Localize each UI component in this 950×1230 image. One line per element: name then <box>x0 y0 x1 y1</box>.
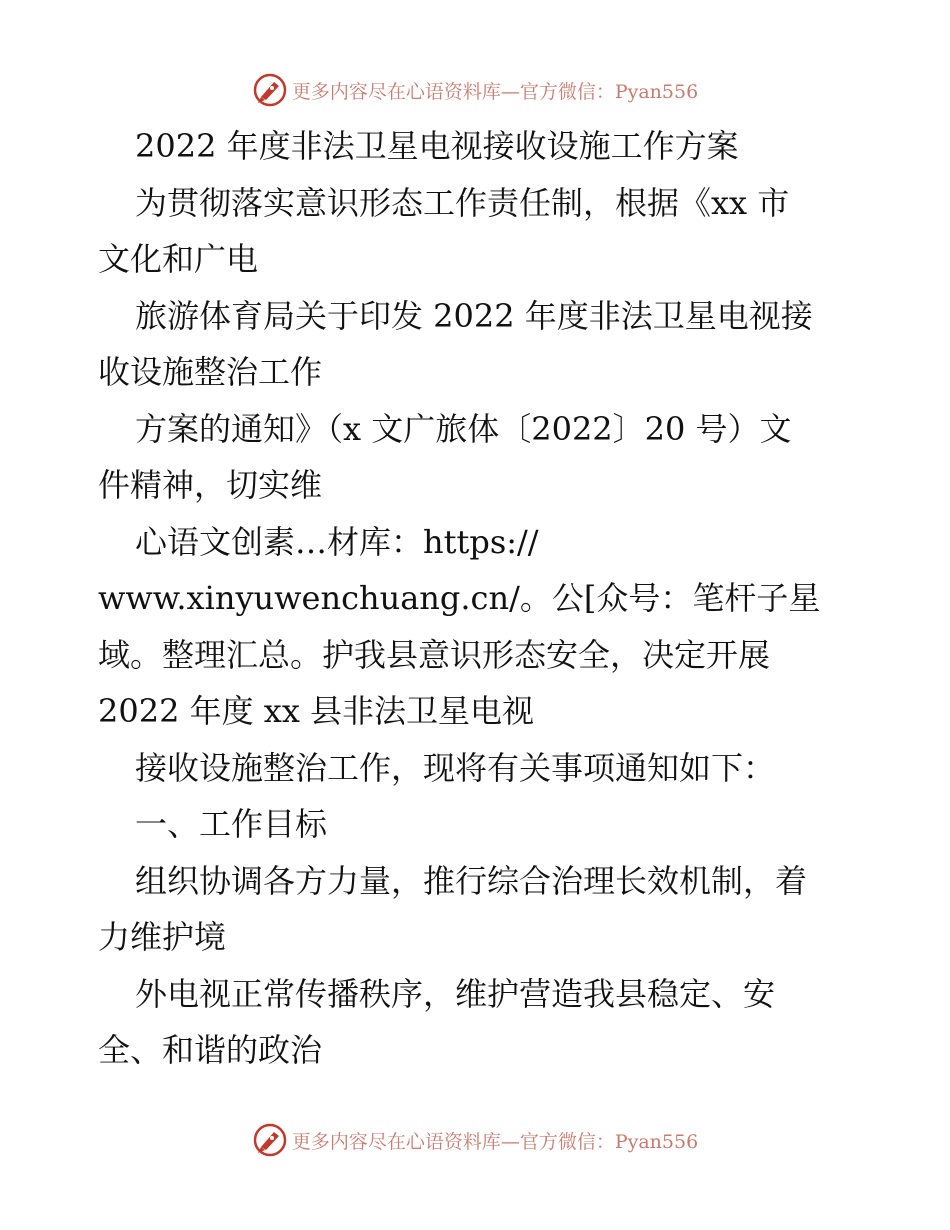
text-line: 全、和谐的政治 <box>98 1031 323 1069</box>
section-heading: 一、工作目标 <box>135 805 328 843</box>
text-line: 力维护境 <box>98 918 227 956</box>
text-line: 外电视正常传播秩序，维护营造我县稳定、安 <box>135 974 776 1013</box>
text-line: 为贯彻落实意识形态工作责任制，根据《xx 市 <box>135 183 790 222</box>
text-line: 方案的通知》（x 文广旅体〔2022〕20 号）文 <box>135 409 792 448</box>
text-line: 件精神，切实维 <box>98 466 323 504</box>
text-line: 收设施整治工作 <box>98 353 323 391</box>
text-line: www.xinyuwenchuang.cn/。公[众号：笔杆子星 <box>98 579 821 617</box>
text-line: 旅游体育局关于印发 2022 年度非法卫星电视接 <box>135 296 813 335</box>
text-line: 2022 年度 xx 县非法卫星电视 <box>98 692 535 730</box>
banner-text: 更多内容尽在心语资料库—官方微信：Pyan556 <box>291 1130 699 1153</box>
header-banner <box>0 70 950 110</box>
pen-nib-logo-icon <box>252 72 288 108</box>
text-line: 域。整理汇总。护我县意识形态安全，决定开展 <box>98 635 771 674</box>
text-line: 文化和广电 <box>98 240 259 278</box>
document-title: 2022 年度非法卫星电视接收设施工作方案 <box>135 127 739 165</box>
text-line: 接收设施整治工作，现将有关事项通知如下： <box>135 748 776 787</box>
text-line: 心语文创素…材库：https:// <box>135 522 539 561</box>
text-line: 组织协调各方力量，推行综合治理长效机制，着 <box>135 861 808 900</box>
document-body <box>98 118 858 1079</box>
banner-text: 更多内容尽在心语资料库—官方微信：Pyan556 <box>291 80 699 103</box>
pen-nib-logo-icon <box>252 1122 288 1158</box>
footer-banner <box>0 1120 950 1160</box>
